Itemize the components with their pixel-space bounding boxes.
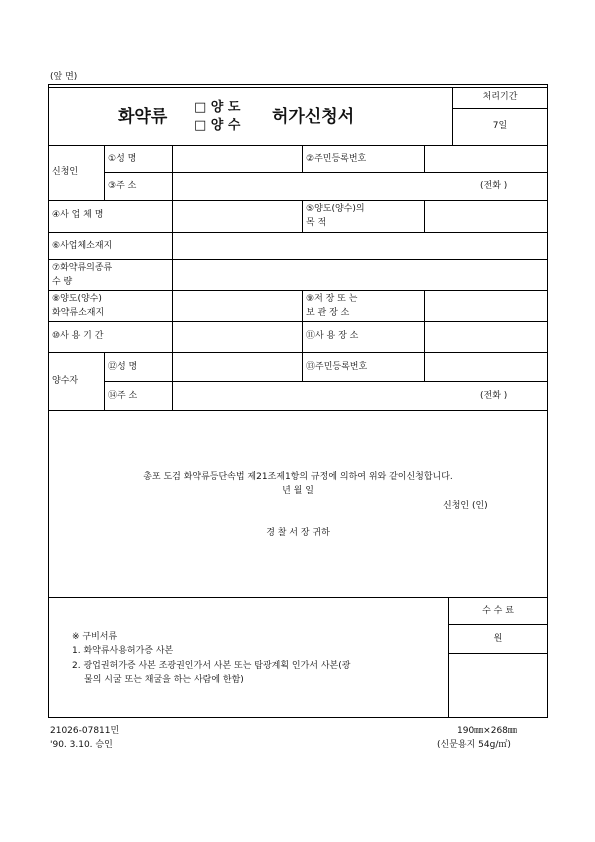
processing-period-label: 처리기간: [482, 92, 518, 102]
declaration-text: 총포 도검 화약류등단속법 제21조제1항의 규정에 의하여 위와 같이신청합니다.: [143, 472, 453, 482]
business-name-label: ④사 업 체 명: [52, 210, 104, 220]
front-side-label: (앞 면): [50, 72, 78, 82]
document-item: 1. 화약류사용허가증 사본: [72, 646, 174, 656]
transferee-address-label: ⑭주 소: [108, 391, 138, 401]
transferee-id-label: ⑬주민등록번호: [306, 362, 368, 372]
explosive-location-label-line1: ⑧양도(양수): [52, 294, 102, 304]
document-item: 2. 광업권허가증 사본 조광권인가서 사본 또는 탐광계획 인가서 사본(광: [72, 661, 351, 671]
paper-type: (신문용지 54g/㎡): [437, 740, 511, 750]
transferee-name-field[interactable]: [176, 356, 298, 377]
use-period-field[interactable]: [176, 326, 298, 348]
transferee-name-label: ⑫성 명: [108, 362, 138, 372]
applicant-signature: 신청인 (인): [443, 501, 488, 511]
addressee: 경 찰 서 장 귀하: [266, 528, 330, 538]
storage-field[interactable]: [428, 295, 544, 317]
paper-size: 190㎜×268㎜: [457, 726, 517, 736]
purpose-label-line1: ⑤양도(양수)의: [306, 204, 365, 214]
applicant-address-field[interactable]: [176, 176, 472, 195]
explosive-location-field[interactable]: [176, 295, 298, 317]
explosive-kind-field[interactable]: [176, 264, 544, 286]
transfer-checkbox-option[interactable]: □ 양 도: [194, 100, 241, 115]
document-item: 물의 시굴 또는 채굴을 하는 사람에 한함): [84, 675, 244, 685]
approval-date: '90. 3.10. 승인: [50, 740, 113, 750]
applicant-address-label: ③주 소: [108, 181, 137, 191]
applicant-name-label: ①성 명: [108, 154, 137, 164]
fee-unit: 원: [493, 634, 503, 644]
form-code: 21026-07811민: [50, 726, 120, 736]
explosive-kind-label-line1: ⑦화약류의종류: [52, 263, 113, 273]
applicant-name-field[interactable]: [176, 149, 298, 168]
explosive-kind-label-line2: 수 량: [52, 277, 73, 287]
transferee-id-field[interactable]: [428, 356, 544, 377]
use-period-label: ⑩사 용 기 간: [52, 331, 104, 341]
purpose-field[interactable]: [428, 205, 544, 227]
transferee-phone-label: (전화 ): [480, 391, 508, 401]
business-location-field[interactable]: [176, 236, 544, 255]
business-location-label: ⑥사업체소재지: [52, 241, 113, 251]
storage-label-line1: ⑨저 장 또 는: [306, 294, 358, 304]
documents-heading: ※ 구비서류: [72, 632, 118, 642]
acquire-checkbox-option[interactable]: □ 양 수: [194, 118, 241, 133]
transferee-group-label: 양수자: [52, 376, 79, 386]
use-place-field[interactable]: [428, 326, 544, 348]
applicant-phone-label: (전화 ): [480, 181, 508, 191]
title-right: 허가신청서: [272, 107, 355, 127]
purpose-label-line2: 목 적: [306, 218, 327, 228]
use-place-label: ⑪사 용 장 소: [306, 331, 359, 341]
applicant-id-field[interactable]: [428, 149, 544, 168]
transferee-address-field[interactable]: [176, 386, 472, 406]
fee-label: 수 수 료: [482, 606, 514, 616]
storage-label-line2: 보 관 장 소: [306, 308, 350, 318]
applicant-id-label: ②주민등록번호: [306, 154, 367, 164]
business-name-field[interactable]: [176, 205, 298, 227]
declaration-date: 년 월 일: [282, 486, 314, 496]
applicant-group-label: 신청인: [52, 167, 79, 177]
processing-period-value: 7일: [492, 121, 508, 131]
explosive-location-label-line2: 화약류소재지: [52, 308, 105, 318]
title-left: 화약류: [118, 107, 168, 127]
